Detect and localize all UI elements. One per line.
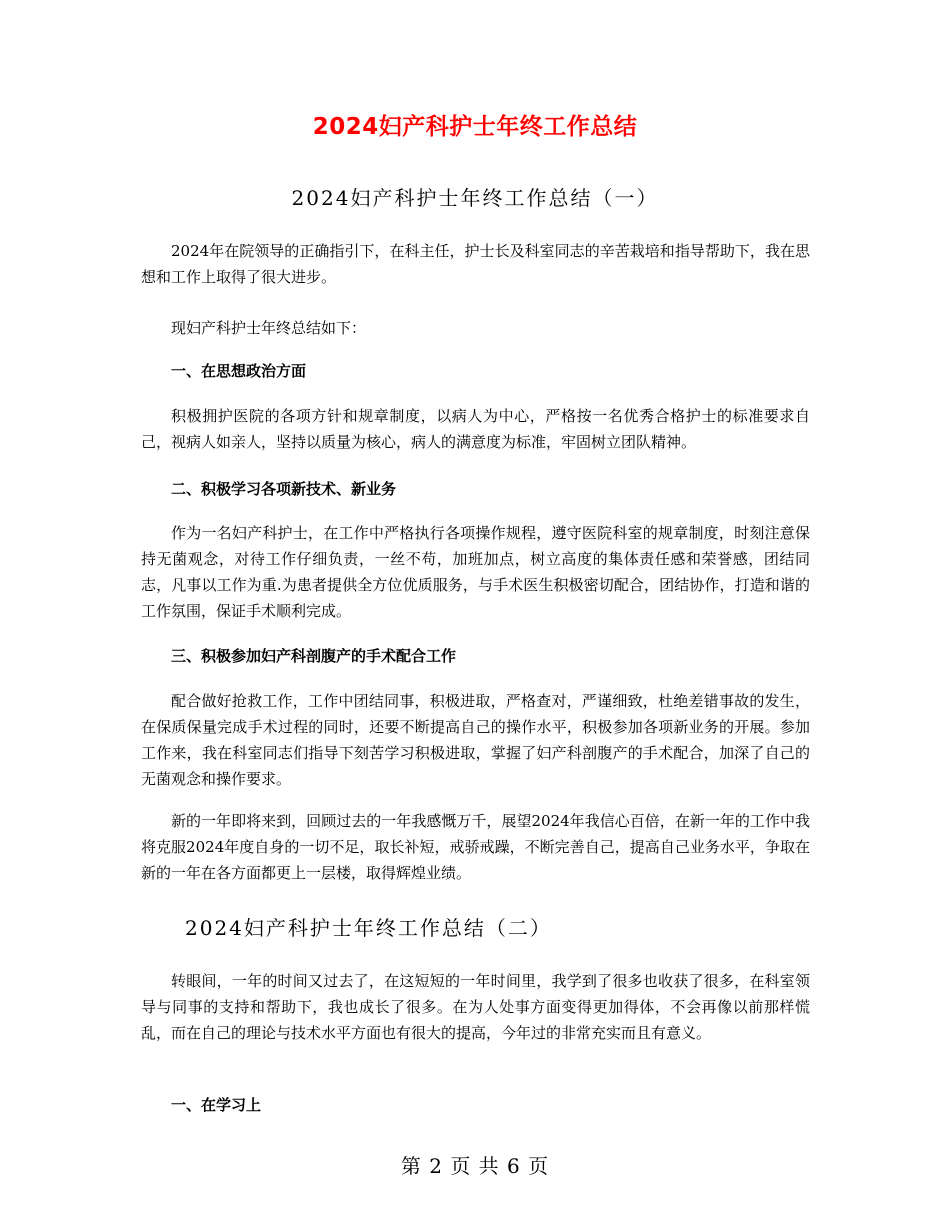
section-1-heading-2: 二、积极学习各项新技术、新业务 [171,480,397,498]
section-1-heading-3: 三、积极参加妇产科剖腹产的手术配合工作 [171,647,457,665]
section-2-title: 2024妇产科护士年终工作总结（二） [185,916,552,940]
section-1-lead-paragraph: 现妇产科护士年终总结如下： [171,319,367,337]
section-1-intro-paragraph: 2024年在院领导的正确指引下，在科主任，护士长及科室同志的辛苦栽培和指导帮助下，我在思想和工作上取得了很大进步。 [141,242,810,286]
section-1-heading-1: 一、在思想政治方面 [171,362,307,380]
section-1-paragraph-3: 配合做好抢救工作，工作中团结同事，积极进取，严格查对，严谨细致，杜绝差错事故的发生，在保质保量完成手术过程的同时，还要不断提高自己的操作水平，积极参加各项新业务的开展。参加工作来，我在科室同志们指导下刻苦学习积极进取，掌握了妇产科剖腹产的手术配合，加深了自己的无菌观念和操作要求。 [141,692,810,788]
section-1-paragraph-1: 积极拥护医院的各项方针和规章制度，以病人为中心，严格按一名优秀合格护士的标准要求自己，视病人如亲人，坚持以质量为核心，病人的满意度为标准，牢固树立团队精神。 [141,407,810,451]
document-title: 2024妇产科护士年终工作总结 [312,114,638,140]
section-1-title: 2024妇产科护士年终工作总结（一） [291,186,659,210]
section-2-heading-1: 一、在学习上 [171,1096,262,1114]
section-2-paragraph-1: 转眼间，一年的时间又过去了，在这短短的一年时间里，我学到了很多也收获了很多，在科室领导与同事的支持和帮助下，我也成长了很多。在为人处事方面变得更加得体，不会再像以前那样慌乱，而在自己的理论与技术水平方面也有很大的提高，今年过的非常充实而且有意义。 [141,972,810,1042]
section-1-paragraph-4: 新的一年即将来到，回顾过去的一年我感慨万千，展望2024年我信心百倍，在新一年的工作中我将克服2024年度自身的一切不足，取长补短，戒骄戒躁，不断完善自己，提高自己业务水平，争取在新的一年在各方面都更上一层楼，取得辉煌业绩。 [141,812,810,882]
page-number-footer: 第 2 页 共 6 页 [400,1154,550,1178]
section-1-paragraph-2: 作为一名妇产科护士，在工作中严格执行各项操作规程，遵守医院科室的规章制度，时刻注意保持无菌观念，对待工作仔细负责，一丝不苟，加班加点，树立高度的集体责任感和荣誉感，团结同志，凡事以工作为重.为患者提供全方位优质服务，与手术医生积极密切配合，团结协作，打造和谐的工作氛围，保证手术顺利完成。 [141,524,810,620]
